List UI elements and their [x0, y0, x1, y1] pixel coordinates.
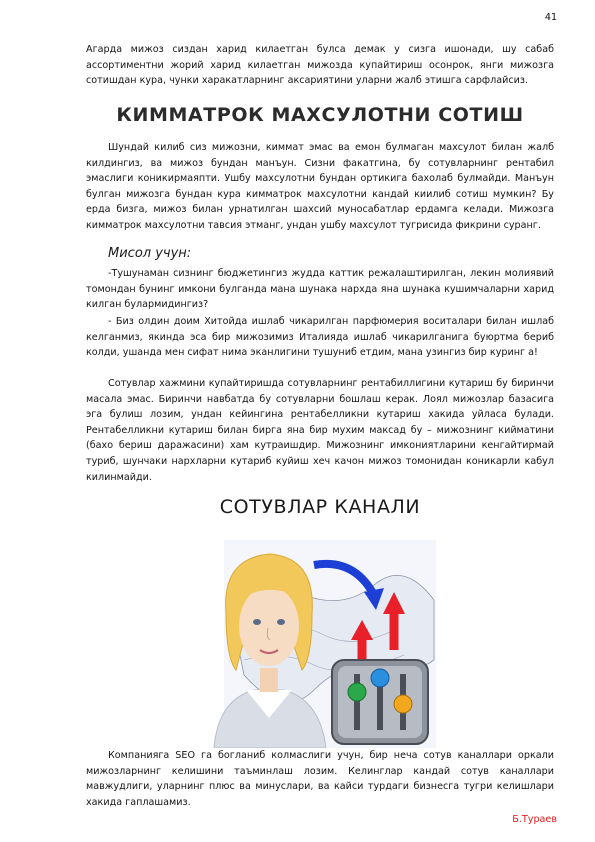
example-1: -Тушунаман сизнинг бюджетингиз жудда каттик режалаштирилган, лекин молиявий томондан бунинг имкони булганда мана шунака нархда яна шунака кушимчаларни харид килган булармидингиз? [86, 268, 554, 311]
sales-channel-illustration [204, 540, 436, 748]
conclusion-paragraph: Сотувлар хажмини купайтиришда сотувларнинг рентабиллигини кутариш бу биринчи масала эмас. Биринчи навбатда бу сотувларни бошлаш керак. Лоял мижозлар базасига эга булиш лозим, ундан кейингина рентабелликни кутариш хакида уйласа булади. Рентабелликни кутариш билан бирга яна бир мухим максад бу – мижознинг кийматини (бахо бериш даражасини) хам кутраишдир. Мижознинг имкониятларини кенгайтирмай туриб, шунчаки нархларни кутариб куйиш хеч качон мижоз томонидан коникарли кабул килинмайди. [86, 378, 554, 483]
section-title-expensive-product: КИММАТРОК МАХСУЛОТНИ СОТИШ [116, 104, 524, 126]
woman-figure [214, 554, 326, 748]
section2-body: Компанияга SEO га богланиб колмаслиги учун, бир неча сотув каналлари оркали мижозларнинг келишини таъминлаш лозим. Келинглар кандай сотув каналлари мавжудлиги, уларнинг плюс ва минуслари, ва кайси турдаги бизнесга тугри келишлари хакида гаплашамиз. [86, 750, 554, 808]
section-title-sales-channels: СОТУВЛАР КАНАЛИ [219, 496, 421, 518]
author-signature: Б.Тураев [512, 814, 557, 825]
intro-paragraph: Агарда мижоз сиздан харид килаетган булса демак у сизга ишонади, шу сабаб ассортиментни жорий харид килаетган мижозда купайтириш осонрок, янги мижозга сотишдан кура, чунки харакатларнинг аксариятини уларни жалб этишга сарфлайсиз. [86, 44, 554, 87]
section1-body: Шундай килиб сиз мижозни, киммат эмас ва емон булмаган махсулот билан жалб килдингиз, ва мижоз бундан манъун. Сизни факатгина, бу сотувларнинг рентабил эмаслиги коникирмаяпти. Ушбу махсулотни бундан ортикига бахолаб булмайди. Манъун булган мижозга бундан кура кимматрок махсулотни кандай киилиб сотиш мумкин? Бу ерда бизга, мижоз билан урнатилган шахсий муносабатлар ердамга келади. Мижозга кимматрок махсулотни тавсия этманг, ундан ушбу махсулот тугрисида фикрини суранг. [86, 142, 554, 231]
example-title: Мисол учун: [108, 246, 192, 261]
page-number: 41 [544, 12, 557, 23]
control-panel-icon [332, 660, 428, 744]
example-2: - Биз олдин доим Хитойда ишлаб чикарилган парфюмерия воситалари билан ишлаб келганмиз, якинда эса бир мижозимиз Италияда ишлаб чикарилганига буюртма бериб колди, ушанда мен сифат нима эканлигини тушуниб етдим, мана узингиз бир куринг а! [86, 316, 554, 359]
illustration-svg [204, 540, 436, 748]
